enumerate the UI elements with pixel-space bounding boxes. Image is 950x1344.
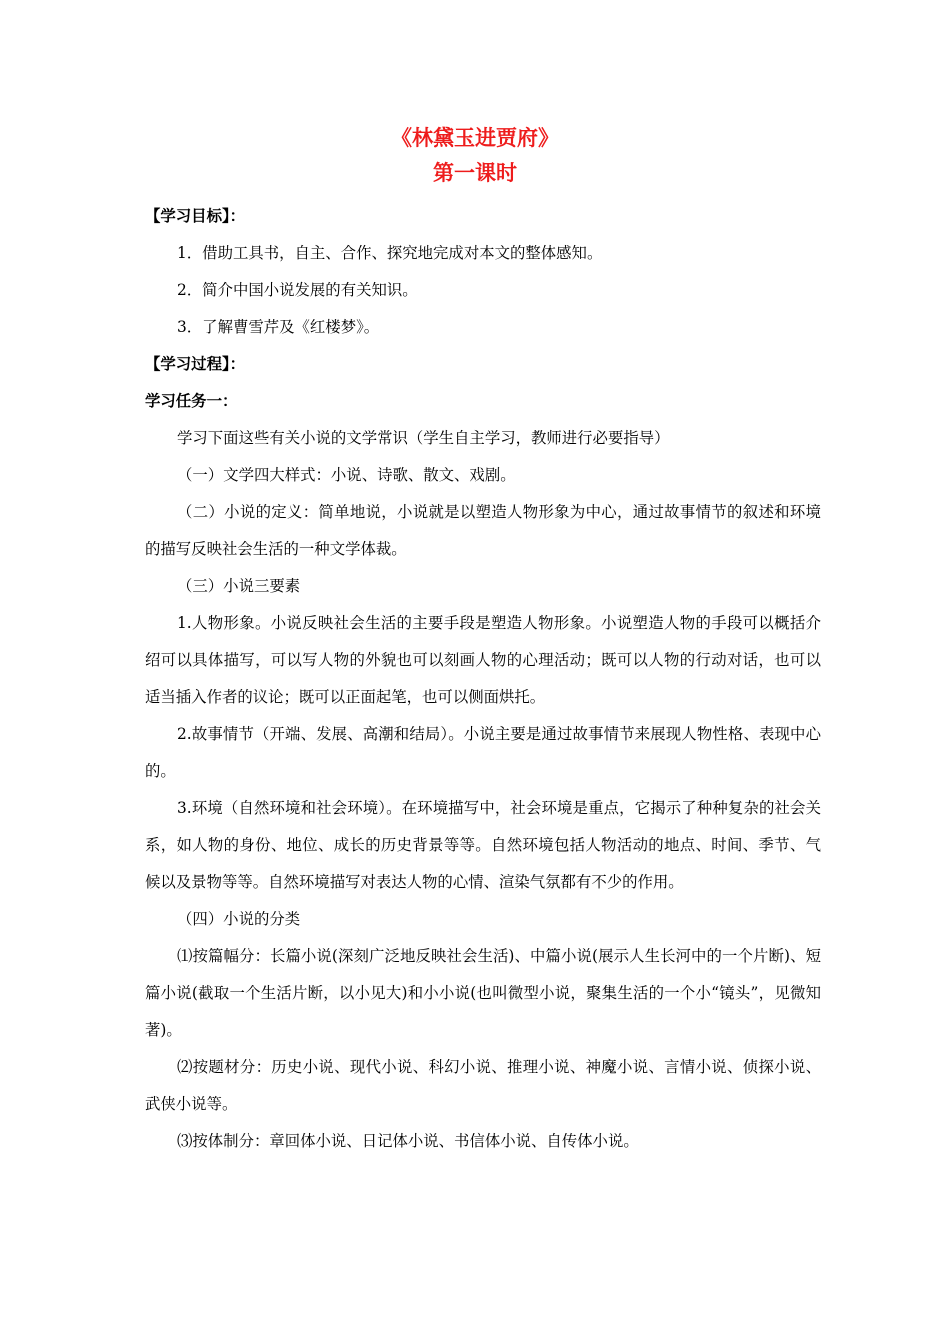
paragraph-characters: 1.人物形象。小说反映社会生活的主要手段是塑造人物形象。小说塑造人物的手段可以概括介绍可以具体描写，可以写人物的外貌也可以刻画人物的心理活动；既可以人物的行动对话，也可以适当插入作者的议论；既可以正面起笔，也可以侧面烘托。	[145, 614, 821, 706]
goal-item-3: 3．了解曹雪芹及《红楼梦》。	[177, 318, 380, 336]
task-heading-1: 学习任务一：	[145, 392, 238, 410]
document-subtitle: 第一课时	[433, 160, 517, 185]
subheading-three-elements: （三）小说三要素	[177, 577, 301, 595]
document-title: 《林黛玉进贾府》	[391, 125, 559, 150]
section-heading-learning-process: 【学习过程】：	[145, 355, 246, 373]
paragraph-by-form: ⑶按体制分：章回体小说、日记体小说、书信体小说、自传体小说。	[177, 1132, 639, 1150]
paragraph-plot: 2.故事情节（开端、发展、高潮和结局）。小说主要是通过故事情节来展现人物性格、表现中心的。	[145, 725, 821, 780]
paragraph-novel-definition: （二）小说的定义：简单地说，小说就是以塑造人物形象为中心，通过故事情节的叙述和环境的描写反映社会生活的一种文学体裁。	[145, 503, 821, 558]
paragraph-by-length: ⑴按篇幅分：长篇小说(深刻广泛地反映社会生活)、中篇小说(展示人生长河中的一个片断)、短篇小说(截取一个生活片断，以小见大)和小小说(也叫微型小说，聚集生活的一个小“镜头”，见微知著)。	[145, 947, 821, 1039]
paragraph-literary-forms: （一）文学四大样式：小说、诗歌、散文、戏剧。	[177, 466, 516, 484]
subheading-classification: （四）小说的分类	[177, 910, 301, 928]
task-intro-paragraph: 学习下面这些有关小说的文学常识（学生自主学习，教师进行必要指导）	[177, 429, 670, 447]
document-body	[145, 198, 821, 1160]
section-heading-learning-goals: 【学习目标】：	[145, 207, 246, 225]
paragraph-by-subject: ⑵按题材分：历史小说、现代小说、科幻小说、推理小说、神魔小说、言情小说、侦探小说、武侠小说等。	[145, 1058, 821, 1113]
paragraph-environment: 3.环境（自然环境和社会环境）。在环境描写中，社会环境是重点，它揭示了种种复杂的社会关系，如人物的身份、地位、成长的历史背景等等。自然环境包括人物活动的地点、时间、季节、气候以及景物等等。自然环境描写对表达人物的心情、渲染气氛都有不少的作用。	[145, 799, 821, 891]
goal-item-2: 2．简介中国小说发展的有关知识。	[177, 281, 418, 299]
goal-item-1: 1．借助工具书，自主、合作、探究地完成对本文的整体感知。	[177, 244, 603, 262]
